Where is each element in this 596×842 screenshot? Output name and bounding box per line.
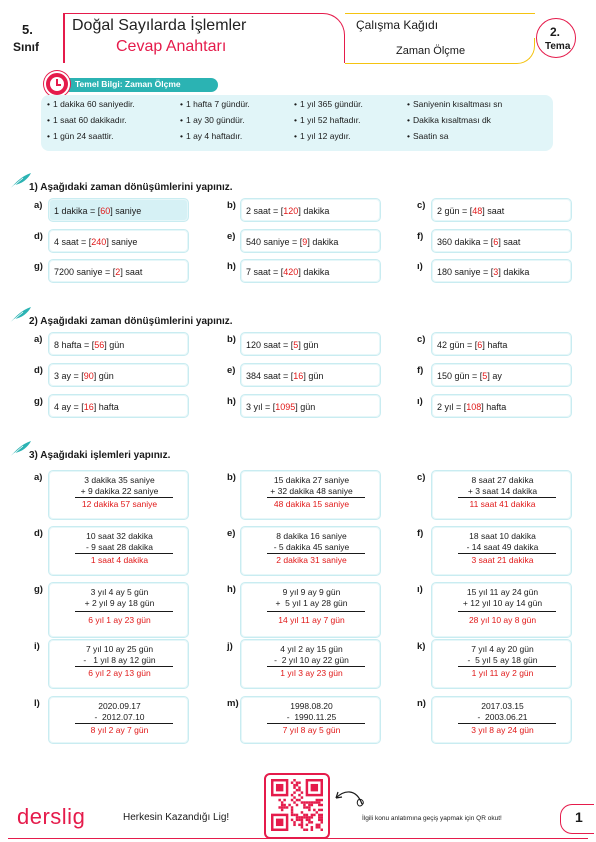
operand-1: 2017.03.15 xyxy=(481,701,524,711)
unit-text: ] ay xyxy=(487,371,502,381)
answer-value: 108 xyxy=(466,402,482,412)
page-title: Doğal Sayılarda İşlemler xyxy=(72,17,247,34)
result-value: 1 yıl 3 ay 23 gün xyxy=(280,668,343,678)
sum-line xyxy=(75,611,173,612)
item-letter: h) xyxy=(227,584,236,595)
answer-value: 240 xyxy=(91,237,107,247)
result-value: 6 yıl 2 ay 13 gün xyxy=(88,668,151,678)
page-subtitle: Cevap Anahtarı xyxy=(116,38,227,55)
operand-1: 4 yıl 2 ay 15 gün xyxy=(280,644,343,654)
question-title: 1) Aşağıdaki zaman dönüşümlerini yapınız. xyxy=(29,182,233,193)
answer-value: 9 xyxy=(302,237,308,247)
item-letter: c) xyxy=(417,472,426,483)
tema-number: 2. xyxy=(550,25,561,39)
conversion-item xyxy=(48,259,189,283)
unit-text: ] gün xyxy=(93,371,114,381)
conversion-item xyxy=(240,259,381,283)
unit-text: ] dakika xyxy=(298,206,330,216)
operation-card xyxy=(240,582,381,638)
sum-line xyxy=(75,553,173,554)
sum-line xyxy=(458,497,556,498)
item-letter: a) xyxy=(34,472,43,483)
question-text: 120 saat = [ xyxy=(246,340,294,350)
item-letter: b) xyxy=(227,472,236,483)
result-value: 7 yıl 8 ay 5 gün xyxy=(282,725,341,735)
sum-line xyxy=(267,553,365,554)
fact-item: • 1 dakika 60 saniyedir. xyxy=(47,99,135,109)
item-letter: d) xyxy=(34,528,43,539)
unit-text: ] gün xyxy=(104,340,125,350)
question-title: 3) Aşağıdaki işlemleri yapınız. xyxy=(29,450,171,461)
item-letter: g) xyxy=(34,261,43,272)
conversion-item xyxy=(240,394,381,418)
item-letter: c) xyxy=(417,200,426,211)
unit-text: ] gün xyxy=(295,402,316,412)
item-letter: d) xyxy=(34,365,43,376)
answer-value: 16 xyxy=(83,402,94,412)
sum-line xyxy=(267,497,365,498)
operation-card xyxy=(240,696,381,744)
conversion-item xyxy=(48,363,189,387)
item-letter: n) xyxy=(417,698,426,709)
operation-card xyxy=(431,639,572,689)
question-text: 150 gün = [ xyxy=(437,371,483,381)
item-letter: j) xyxy=(227,641,233,652)
result-value: 28 yıl 10 ay 8 gün xyxy=(468,615,537,625)
answer-value: 6 xyxy=(493,237,499,247)
operand-1: 15 yıl 11 ay 24 gün xyxy=(466,587,539,597)
operand-2: - 2003.06.21 xyxy=(477,712,528,722)
question-text: 7 saat = [ xyxy=(246,267,284,277)
sum-line xyxy=(267,611,365,612)
grade-number: 5. xyxy=(22,22,33,37)
question-text: 42 gün = [ xyxy=(437,340,478,350)
conversion-item xyxy=(48,198,189,222)
grade-label: Sınıf xyxy=(13,40,39,54)
arrow-icon xyxy=(330,784,370,814)
item-letter: f) xyxy=(417,231,424,242)
item-letter: h) xyxy=(227,261,236,272)
operation-card xyxy=(431,582,572,638)
operand-2: + 32 dakika 48 saniye xyxy=(270,486,353,496)
unit-text: ] dakika xyxy=(498,267,530,277)
conversion-item xyxy=(48,332,189,356)
page-number: 1 xyxy=(575,809,583,825)
sum-line xyxy=(75,723,173,724)
operand-2: - 2012.07.10 xyxy=(94,712,145,722)
unit-text: ] saat xyxy=(120,267,143,277)
question-text: 7200 saniye = [ xyxy=(54,267,116,277)
operation-card xyxy=(240,639,381,689)
operand-1: 7 yıl 10 ay 25 gün xyxy=(85,644,154,654)
operand-1: 18 saat 10 dakika xyxy=(469,531,536,541)
question-text: 2 gün = [ xyxy=(437,206,473,216)
conversion-item xyxy=(431,394,572,418)
item-letter: e) xyxy=(227,365,236,376)
conversion-item xyxy=(48,229,189,253)
result-value: 1 yıl 11 ay 2 gün xyxy=(471,668,534,678)
unit-text: ] dakika xyxy=(298,267,330,277)
fact-item: • 1 yıl 12 aydır. xyxy=(294,131,351,141)
item-letter: f) xyxy=(417,365,424,376)
qr-code[interactable] xyxy=(271,779,323,831)
operand-1: 3 dakika 35 saniye xyxy=(84,475,155,485)
sum-line xyxy=(458,666,556,667)
operand-2: + 2 yıl 9 ay 18 gün xyxy=(84,598,155,608)
item-letter: i) xyxy=(34,641,40,652)
logo: derslig xyxy=(17,804,86,829)
answer-value: 5 xyxy=(482,371,488,381)
fact-item: • Saniyenin kısaltması sn xyxy=(407,99,502,109)
question-text: 360 dakika = [ xyxy=(437,237,494,247)
item-letter: e) xyxy=(227,528,236,539)
item-letter: c) xyxy=(417,334,426,345)
operation-card xyxy=(431,470,572,520)
operand-1: 3 yıl 4 ay 5 gün xyxy=(90,587,149,597)
fact-item: • 1 yıl 365 gündür. xyxy=(294,99,363,109)
answer-value: 60 xyxy=(100,206,111,216)
operand-1: 15 dakika 27 saniye xyxy=(273,475,350,485)
answer-value: 5 xyxy=(293,340,299,350)
item-letter: e) xyxy=(227,231,236,242)
answer-value: 1095 xyxy=(275,402,296,412)
operand-2: - 2 yıl 10 ay 22 gün xyxy=(274,655,349,665)
operand-1: 10 saat 32 dakika xyxy=(86,531,153,541)
unit-text: ] saat xyxy=(482,206,505,216)
unit-text: ] hafta xyxy=(481,402,507,412)
answer-value: 56 xyxy=(94,340,105,350)
item-letter: a) xyxy=(34,334,43,345)
question-text: 3 yıl = [ xyxy=(246,402,276,412)
item-letter: k) xyxy=(417,641,426,652)
unit-text: ] saat xyxy=(498,237,521,247)
conversion-item xyxy=(240,198,381,222)
sheet-type: Çalışma Kağıdı xyxy=(356,18,439,32)
operand-2: + 5 yıl 1 ay 28 gün xyxy=(275,598,348,608)
conversion-item xyxy=(431,229,572,253)
question-text: 4 saat = [ xyxy=(54,237,92,247)
sum-line xyxy=(458,611,556,612)
fact-item: • Dakika kısaltması dk xyxy=(407,115,491,125)
fact-item: • 1 ay 30 gündür. xyxy=(180,115,245,125)
item-letter: g) xyxy=(34,396,43,407)
title-frame-divider xyxy=(63,13,65,63)
conversion-item xyxy=(431,198,572,222)
result-value: 48 dakika 15 saniye xyxy=(273,499,350,509)
operand-2: + 9 dakika 22 saniye xyxy=(80,486,159,496)
answer-value: 2 xyxy=(115,267,121,277)
result-value: 8 yıl 2 ay 7 gün xyxy=(90,725,149,735)
question-text: 8 hafta = [ xyxy=(54,340,95,350)
operand-2: - 1 yıl 8 ay 12 gün xyxy=(83,655,156,665)
result-value: 3 saat 21 dakika xyxy=(471,555,534,565)
sum-line xyxy=(267,666,365,667)
operand-1: 2020.09.17 xyxy=(98,701,141,711)
operand-1: 8 saat 27 dakika xyxy=(471,475,534,485)
result-value: 11 saat 41 dakika xyxy=(469,499,536,509)
item-letter: d) xyxy=(34,231,43,242)
result-value: 12 dakika 57 saniye xyxy=(81,499,158,509)
sum-line xyxy=(75,497,173,498)
operand-2: + 3 saat 14 dakika xyxy=(467,486,538,496)
unit-text: ] gün xyxy=(298,340,319,350)
operand-1: 9 yıl 9 ay 9 gün xyxy=(282,587,341,597)
item-letter: b) xyxy=(227,200,236,211)
unit-text: ] saniye xyxy=(110,206,142,216)
operation-card xyxy=(240,526,381,576)
conversion-item xyxy=(431,259,572,283)
item-letter: a) xyxy=(34,200,43,211)
item-letter: b) xyxy=(227,334,236,345)
result-value: 3 yıl 8 ay 24 gün xyxy=(471,725,534,735)
fact-item: • 1 yıl 52 haftadır. xyxy=(294,115,360,125)
question-text: 2 saat = [ xyxy=(246,206,284,216)
result-value: 14 yıl 11 ay 7 gün xyxy=(278,615,345,625)
fact-item: • 1 ay 4 haftadır. xyxy=(180,131,242,141)
unit-text: ] hafta xyxy=(482,340,508,350)
topic-name: Zaman Ölçme xyxy=(396,45,466,57)
conversion-item xyxy=(431,332,572,356)
operand-2: - 9 saat 28 dakika xyxy=(85,542,154,552)
question-text: 384 saat = [ xyxy=(246,371,294,381)
operation-card xyxy=(48,696,189,744)
unit-text: ] hafta xyxy=(93,402,119,412)
operation-card xyxy=(48,582,189,638)
question-title: 2) Aşağıdaki zaman dönüşümlerini yapınız. xyxy=(29,316,233,327)
sum-line xyxy=(458,723,556,724)
operation-card xyxy=(431,526,572,576)
qr-note: İlgili konu anlatımına geçiş yapmak için QR okut! xyxy=(362,815,502,822)
operand-2: - 14 saat 49 dakika xyxy=(466,542,539,552)
slogan: Herkesin Kazandığı Lig! xyxy=(123,812,230,823)
operand-1: 7 yıl 4 ay 20 gün xyxy=(471,644,534,654)
answer-value: 16 xyxy=(293,371,304,381)
operand-1: 1998.08.20 xyxy=(290,701,333,711)
fact-item: • 1 saat 60 dakikadır. xyxy=(47,115,127,125)
operation-card xyxy=(48,470,189,520)
conversion-item xyxy=(240,229,381,253)
conversion-item xyxy=(48,394,189,418)
sum-line xyxy=(267,723,365,724)
answer-value: 120 xyxy=(283,206,299,216)
operand-2: - 1990.11.25 xyxy=(286,712,337,722)
operation-card xyxy=(240,470,381,520)
item-letter: ı) xyxy=(417,396,423,407)
info-label: Temel Bilgi: Zaman Ölçme xyxy=(75,79,181,89)
question-text: 3 ay = [ xyxy=(54,371,84,381)
fact-item: • 1 gün 24 saattir. xyxy=(47,131,113,141)
operand-1: 8 dakika 16 saniye xyxy=(276,531,347,541)
result-value: 2 dakika 31 saniye xyxy=(276,555,347,565)
answer-value: 48 xyxy=(472,206,483,216)
answer-value: 6 xyxy=(477,340,483,350)
answer-value: 420 xyxy=(283,267,299,277)
item-letter: ı) xyxy=(417,261,423,272)
item-letter: ı) xyxy=(417,584,423,595)
clock-icon xyxy=(44,71,70,97)
fact-item: • 1 hafta 7 gündür. xyxy=(180,99,250,109)
operation-card xyxy=(48,526,189,576)
question-text: 540 saniye = [ xyxy=(246,237,303,247)
unit-text: ] gün xyxy=(303,371,324,381)
question-text: 1 dakika = [ xyxy=(54,206,101,216)
answer-value: 3 xyxy=(493,267,499,277)
item-letter: h) xyxy=(227,396,236,407)
operation-card xyxy=(431,696,572,744)
operation-card xyxy=(48,639,189,689)
question-text: 2 yıl = [ xyxy=(437,402,467,412)
tema-label: Tema xyxy=(545,41,571,52)
item-letter: m) xyxy=(227,698,239,709)
unit-text: ] dakika xyxy=(307,237,339,247)
sum-line xyxy=(75,666,173,667)
operand-2: + 12 yıl 10 ay 14 gün xyxy=(462,598,543,608)
item-letter: g) xyxy=(34,584,43,595)
conversion-item xyxy=(431,363,572,387)
conversion-item xyxy=(240,363,381,387)
result-value: 1 saat 4 dakika xyxy=(90,555,149,565)
question-text: 180 saniye = [ xyxy=(437,267,494,277)
sum-line xyxy=(458,553,556,554)
operand-2: - 5 dakika 45 saniye xyxy=(273,542,350,552)
question-text: 4 ay = [ xyxy=(54,402,84,412)
fact-item: • Saatin sa xyxy=(407,131,448,141)
answer-value: 90 xyxy=(83,371,94,381)
operand-2: - 5 yıl 5 ay 18 gün xyxy=(467,655,538,665)
conversion-item xyxy=(240,332,381,356)
unit-text: ] saniye xyxy=(106,237,138,247)
item-letter: f) xyxy=(417,528,424,539)
result-value: 6 yıl 1 ay 23 gün xyxy=(88,615,151,625)
item-letter: l) xyxy=(34,698,40,709)
